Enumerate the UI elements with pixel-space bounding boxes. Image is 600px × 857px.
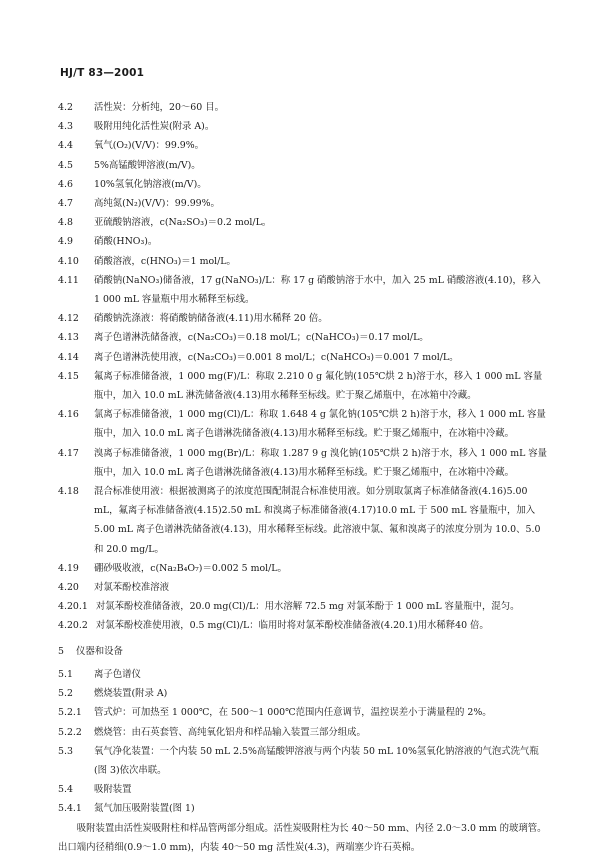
section-title: 仪器和设备 bbox=[75, 645, 123, 657]
clause-text: 管式炉：可加热至 1 000℃，在 500～1 000℃范围内任意调节，温控误差小于满量程的 2%。 bbox=[94, 707, 492, 719]
clause-number: 4.16 bbox=[58, 409, 79, 421]
clause-5-2-2 bbox=[58, 723, 548, 742]
clause-4-8 bbox=[58, 213, 548, 232]
clause-text: 燃烧装置(附录 A) bbox=[94, 688, 168, 700]
clause-number: 5.1 bbox=[58, 668, 73, 680]
clause-4-20-2 bbox=[58, 616, 548, 635]
clause-4-6 bbox=[58, 175, 548, 194]
section-5-heading bbox=[58, 642, 548, 661]
clause-number: 4.15 bbox=[58, 370, 79, 382]
clause-4-15 bbox=[58, 367, 548, 405]
clause-text: 氧气净化装置：一个内装 50 mL 2.5%高锰酸钾溶液与两个内装 50 mL 10%氢氧化钠溶液的气泡式洗气瓶(图 3)依次串联。 bbox=[94, 745, 539, 776]
clause-text: 对氯苯酚校准储备液，20.0 mg(Cl)/L：用水溶解 72.5 mg 对氯苯酚于 1 000 mL 容量瓶中，混匀。 bbox=[95, 601, 520, 613]
clause-number: 5.4.1 bbox=[58, 803, 82, 815]
clause-4-5 bbox=[58, 156, 548, 175]
clause-number: 5.3 bbox=[58, 745, 73, 757]
clause-number: 4.19 bbox=[58, 562, 79, 574]
section-number: 5 bbox=[58, 645, 64, 657]
clause-number: 4.13 bbox=[58, 332, 79, 344]
clause-4-11 bbox=[58, 271, 548, 309]
clause-text: 硝酸钠洗涤液：将硝酸钠储备液(4.11)用水稀释 20 倍。 bbox=[94, 313, 328, 325]
clause-text: 氟离子标准储备液，1 000 mg(F)/L：称取 2.210 0 g 氟化钠(105℃烘 2 h)溶于水，移入 1 000 mL 容量瓶中，加入 10.0 mL 淋洗储备液(4.13)用水稀释至标线。贮于聚乙烯瓶中，在冰箱中冷藏。 bbox=[94, 370, 543, 402]
clause-4-13 bbox=[58, 328, 548, 347]
clause-text: 对氯苯酚校准溶液 bbox=[94, 582, 170, 594]
clause-text: 燃烧管：由石英套管、高纯氧化铝舟和样品输入装置三部分组成。 bbox=[94, 726, 366, 738]
clause-number: 4.17 bbox=[58, 447, 79, 459]
clause-text: 吸附装置 bbox=[94, 784, 132, 796]
clause-text: 离子色谱仪 bbox=[94, 668, 141, 680]
clause-5-4-1 bbox=[58, 799, 548, 818]
clause-4-10 bbox=[58, 252, 548, 271]
clause-number: 4.10 bbox=[58, 255, 79, 267]
clause-4-20 bbox=[58, 578, 548, 597]
clause-4-3 bbox=[58, 117, 548, 136]
clause-number: 4.14 bbox=[58, 351, 79, 363]
clause-number: 4.20.2 bbox=[58, 620, 88, 632]
clause-number: 4.18 bbox=[58, 486, 79, 498]
clause-number: 4.12 bbox=[58, 313, 79, 325]
clause-number: 5.4 bbox=[58, 784, 73, 796]
document-body bbox=[58, 98, 548, 857]
clause-4-17 bbox=[58, 444, 548, 482]
clause-4-7 bbox=[58, 194, 548, 213]
clause-5-3 bbox=[58, 742, 548, 780]
clause-5-4 bbox=[58, 780, 548, 799]
clause-number: 4.9 bbox=[58, 236, 73, 248]
clause-text: 吸附用纯化活性炭(附录 A)。 bbox=[94, 121, 215, 133]
clause-number: 4.8 bbox=[58, 217, 73, 229]
clause-text: 离子色谱淋洗储备液，c(Na₂CO₃)＝0.18 mol/L；c(NaHCO₃)＝0.17 mol/L。 bbox=[94, 332, 429, 344]
clause-text: 硝酸溶液，c(HNO₃)＝1 mol/L。 bbox=[94, 255, 236, 267]
clause-text: 混合标准使用液：根据被测离子的浓度范围配制混合标准使用液。如分别取氯离子标准储备液(4.16)5.00 mL，氟离子标准储备液(4.15)2.50 mL 和溴离子标准储备液(4.17)10.0 mL 于 500 mL 容量瓶中，加入 5.00 mL 离子色谱淋洗储备液(4.13)，用水稀释至标线。此溶液中氯、氟和溴离子的浓度分别为 10.0、5.0 和 20.0 mg/L。 bbox=[94, 486, 541, 555]
standard-code: HJ/T 83—2001 bbox=[60, 67, 145, 79]
clause-number: 4.4 bbox=[58, 140, 73, 152]
clause-text: 硝酸(HNO₃)。 bbox=[94, 236, 158, 248]
clause-number: 4.11 bbox=[58, 274, 79, 286]
clause-4-14 bbox=[58, 348, 548, 367]
clause-text: 溴离子标准储备液，1 000 mg(Br)/L：称取 1.287 9 g 溴化钠(105℃烘 2 h)溶于水，移入 1 000 mL 容量瓶中，加入 10.0 mL 离子色谱淋洗储备液(4.13)用水稀释至标线。贮于聚乙烯瓶中，在冰箱中冷藏。 bbox=[94, 447, 548, 478]
clause-text: 对氯苯酚校准使用液，0.5 mg(Cl)/L：临用时将对氯苯酚校准储备液(4.20.1)用水稀释40 倍。 bbox=[95, 620, 489, 632]
clause-number: 5.2.1 bbox=[58, 707, 82, 719]
clause-number: 4.2 bbox=[58, 102, 73, 113]
clause-4-16 bbox=[58, 405, 548, 443]
clause-text: 氮气加压吸附装置(图 1) bbox=[94, 803, 195, 815]
clause-text: 亚硫酸钠溶液，c(Na₂SO₃)＝0.2 mol/L。 bbox=[94, 217, 272, 229]
clause-number: 4.20 bbox=[58, 582, 79, 594]
clause-text: 氯离子标准储备液，1 000 mg(Cl)/L：称取 1.648 4 g 氯化钠(105℃烘 2 h)溶于水，移入 1 000 mL 容量瓶中，加入 10.0 mL 离子色谱淋洗储备液(4.13)用水稀释至标线。贮于聚乙烯瓶中，在冰箱中冷藏。 bbox=[94, 409, 546, 440]
clause-text: 氧气(O₂)(V/V)：99.9%。 bbox=[94, 140, 205, 152]
clause-4-12 bbox=[58, 309, 548, 328]
clause-number: 4.7 bbox=[58, 198, 73, 210]
clause-text: 硝酸钠(NaNO₃)储备液，17 g(NaNO₃)/L：称 17 g 硝酸钠溶于水中，加入 25 mL 硝酸溶液(4.10)，移入 1 000 mL 容量瓶中用水稀释至标线。 bbox=[94, 274, 541, 306]
clause-text: 硼砂吸收液，c(Na₂B₄O₇)＝0.002 5 mol/L。 bbox=[94, 562, 287, 574]
clause-text: 高纯氮(N₂)(V/V)：99.99%。 bbox=[94, 198, 220, 210]
clause-number: 5.2 bbox=[58, 688, 73, 700]
body-paragraph bbox=[58, 819, 548, 857]
clause-4-4 bbox=[58, 136, 548, 155]
clause-number: 4.3 bbox=[58, 121, 73, 133]
clause-5-2 bbox=[58, 684, 548, 703]
clause-4-20-1 bbox=[58, 597, 548, 616]
clause-4-19 bbox=[58, 559, 548, 578]
clause-text: 5%高锰酸钾溶液(m/V)。 bbox=[94, 159, 201, 171]
clause-4-18 bbox=[58, 482, 548, 559]
clause-5-1 bbox=[58, 665, 548, 684]
paragraph-text: 吸附装置由活性炭吸附柱和样品管两部分组成。活性炭吸附柱为长 40～50 mm、内径 2.0～3.0 mm 的玻璃管。出口端内径稍细(0.9～1.0 mm)，内装 40～50 mg 活性炭(4.3)，两端塞少许石英棉。 bbox=[58, 822, 547, 853]
clause-text: 活性炭：分析纯，20～60 目。 bbox=[94, 102, 224, 113]
clause-number: 4.20.1 bbox=[58, 601, 88, 613]
clause-number: 4.6 bbox=[58, 178, 73, 190]
clause-4-9 bbox=[58, 232, 548, 251]
clause-5-2-1 bbox=[58, 703, 548, 722]
clause-number: 5.2.2 bbox=[58, 726, 82, 738]
clause-text: 离子色谱淋洗使用液，c(Na₂CO₃)＝0.001 8 mol/L；c(NaHCO₃)＝0.001 7 mol/L。 bbox=[94, 351, 459, 363]
clause-text: 10%氢氧化钠溶液(m/V)。 bbox=[94, 178, 207, 190]
clause-4-2 bbox=[58, 98, 548, 117]
clause-number: 4.5 bbox=[58, 159, 73, 171]
